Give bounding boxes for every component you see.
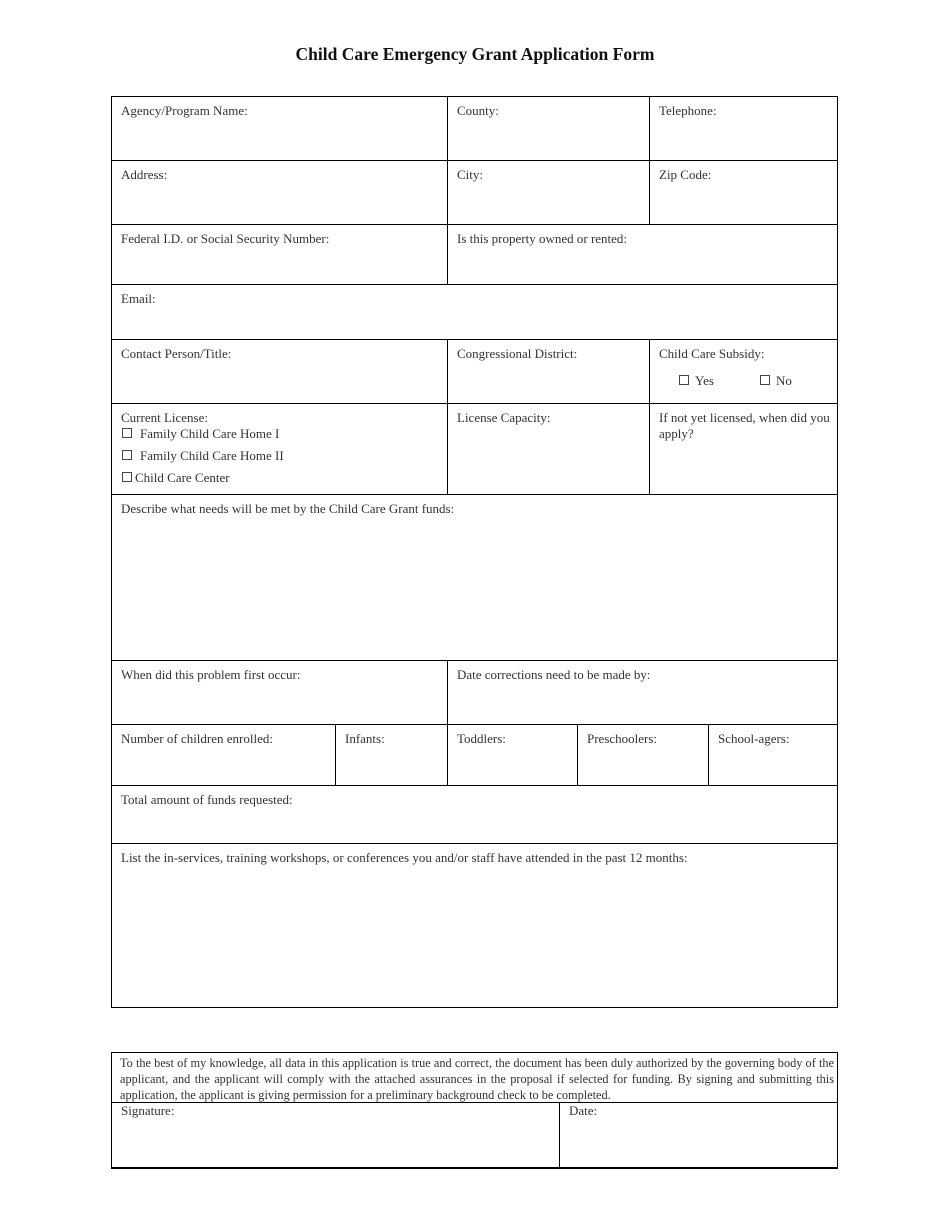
corrections-label: Date corrections need to be made by: (457, 667, 651, 682)
subsidy-yes-label: Yes (695, 373, 714, 388)
telephone-field[interactable] (649, 96, 837, 160)
inservices-label: List the in-services, training workshops, or conferences you and/or staff have attended in the past 12 months: (121, 850, 688, 865)
first-occur-field[interactable] (111, 660, 447, 724)
date-label: Date: (569, 1103, 598, 1118)
not-licensed-field[interactable] (649, 403, 837, 494)
corrections-field[interactable] (447, 660, 837, 724)
school-agers-label: School-agers: (718, 731, 790, 746)
subsidy-label: Child Care Subsidy: (659, 346, 765, 361)
needs-label: Describe what needs will be met by the Child Care Grant funds: (121, 501, 455, 516)
license-home2-label: Family Child Care Home II (140, 448, 284, 463)
capacity-label: License Capacity: (457, 410, 551, 425)
license-field (111, 403, 447, 494)
not-licensed-label: If not yet licensed, when did you apply? (659, 410, 830, 441)
license-center-label: Child Care Center (135, 470, 230, 485)
agency-label: Agency/Program Name: (121, 103, 248, 118)
signature-field[interactable] (111, 1102, 559, 1169)
license-home1-label: Family Child Care Home I (140, 426, 280, 441)
license-center-option[interactable] (122, 470, 230, 486)
license-home1-option[interactable] (122, 426, 279, 442)
email-label: Email: (121, 291, 156, 306)
agency-field[interactable] (111, 96, 447, 160)
property-field[interactable] (447, 224, 837, 284)
county-field[interactable] (447, 96, 649, 160)
federal-id-field[interactable] (111, 224, 447, 284)
address-field[interactable] (111, 160, 447, 224)
subsidy-field (649, 339, 837, 403)
subsidy-yes-option[interactable] (679, 373, 714, 389)
toddlers-field[interactable] (447, 724, 577, 785)
toddlers-label: Toddlers: (457, 731, 506, 746)
checkbox-icon[interactable] (122, 472, 132, 482)
total-funds-label: Total amount of funds requested: (121, 792, 293, 807)
num-children-field[interactable] (111, 724, 335, 785)
checkbox-icon[interactable] (122, 450, 132, 460)
license-label: Current License: (121, 410, 208, 425)
checkbox-icon[interactable] (679, 375, 689, 385)
inservices-field[interactable] (111, 843, 837, 1008)
federal-id-label: Federal I.D. or Social Security Number: (121, 231, 330, 246)
city-label: City: (457, 167, 484, 182)
district-field[interactable] (447, 339, 649, 403)
date-field[interactable] (559, 1102, 837, 1169)
telephone-label: Telephone: (659, 103, 717, 118)
num-children-label: Number of children enrolled: (121, 731, 273, 746)
email-field[interactable] (111, 284, 837, 339)
form-title: Child Care Emergency Grant Application Form (295, 44, 655, 64)
zip-field[interactable] (649, 160, 837, 224)
checkbox-icon[interactable] (122, 428, 132, 438)
subsidy-no-label: No (776, 373, 792, 388)
preschoolers-label: Preschoolers: (587, 731, 658, 746)
checkbox-icon[interactable] (760, 375, 770, 385)
district-label: Congressional District: (457, 346, 578, 361)
school-agers-field[interactable] (708, 724, 837, 785)
property-label: Is this property owned or rented: (457, 231, 628, 246)
first-occur-label: When did this problem first occur: (121, 667, 301, 682)
declaration-text: To the best of my knowledge, all data in this application is true and correct, the document has been duly authorized by the governing body of the applicant, and the applicant will comply with the attached assurances in the proposal if selected for funding. By signing and submitting this application, the applicant is giving permission for a preliminary background check to be completed. (120, 1056, 834, 1102)
infants-field[interactable] (335, 724, 447, 785)
capacity-field[interactable] (447, 403, 649, 494)
total-funds-field[interactable] (111, 785, 837, 843)
address-label: Address: (121, 167, 168, 182)
infants-label: Infants: (345, 731, 385, 746)
county-label: County: (457, 103, 499, 118)
preschoolers-field[interactable] (577, 724, 708, 785)
license-home2-option[interactable] (122, 448, 284, 464)
needs-field[interactable] (111, 494, 837, 660)
city-field[interactable] (447, 160, 649, 224)
contact-label: Contact Person/Title: (121, 346, 232, 361)
signature-label: Signature: (121, 1103, 175, 1118)
subsidy-no-option[interactable] (760, 373, 792, 389)
zip-label: Zip Code: (659, 167, 712, 182)
contact-field[interactable] (111, 339, 447, 403)
